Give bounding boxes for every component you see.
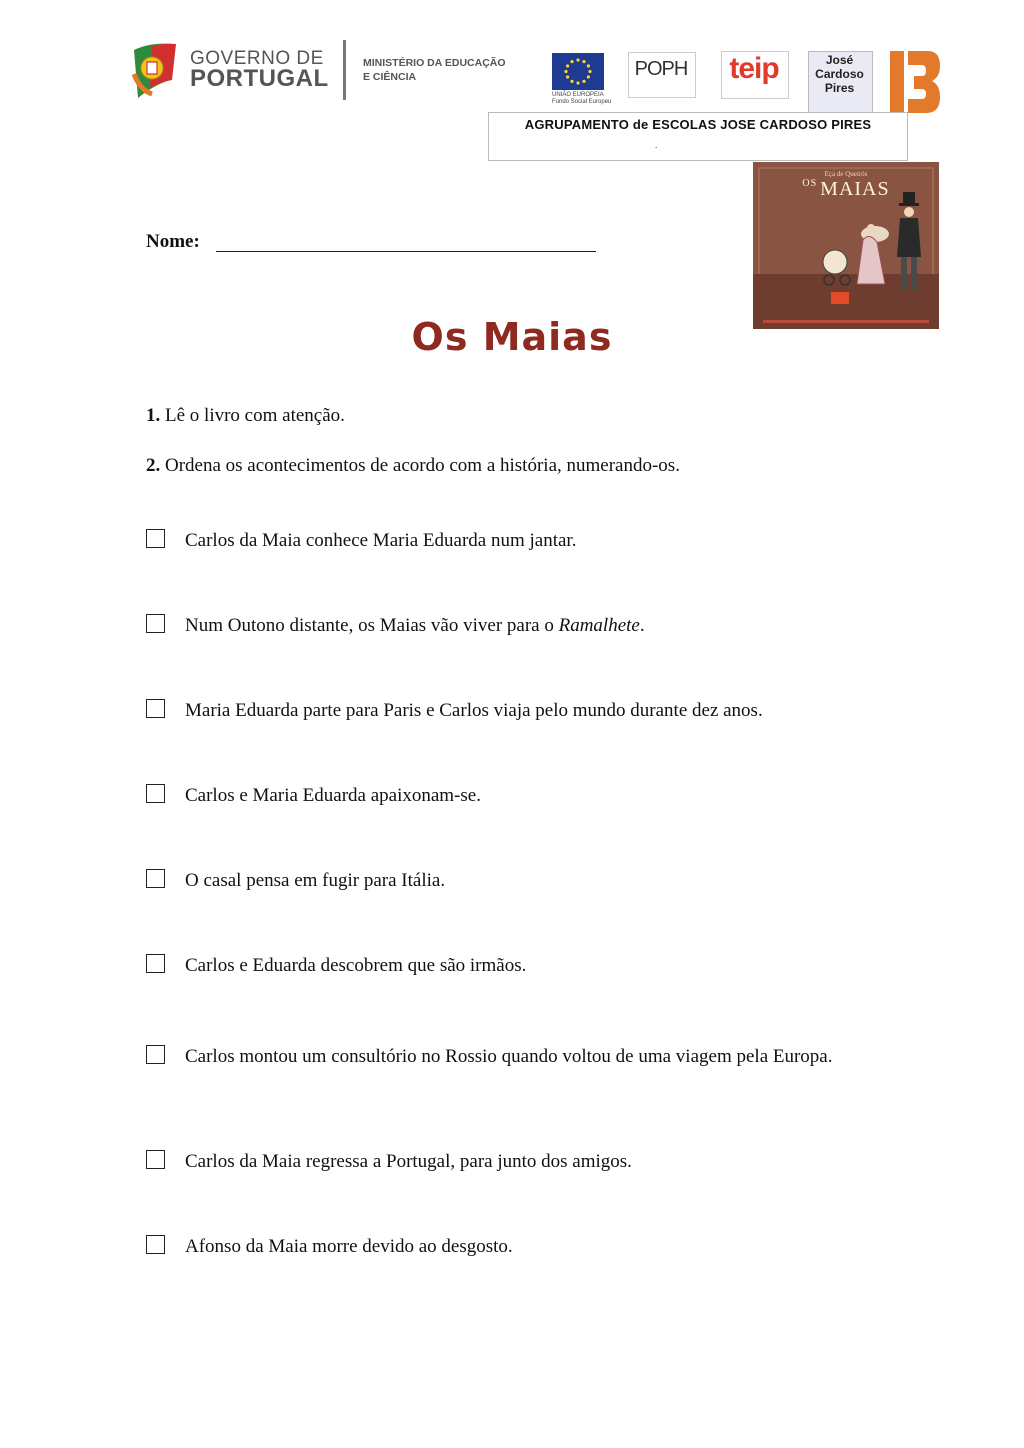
- event-checkbox[interactable]: [146, 699, 165, 718]
- event-checkbox[interactable]: [146, 1045, 165, 1064]
- event-text: Carlos e Eduarda descobrem que são irmãos.: [185, 955, 527, 976]
- event-text: O casal pensa em fugir para Itália.: [185, 870, 446, 891]
- event-checkbox[interactable]: [146, 1235, 165, 1254]
- event-text: [185, 615, 645, 636]
- event-item: [146, 784, 906, 808]
- cover-title-main: MAIAS: [820, 178, 890, 200]
- event-checkbox[interactable]: [146, 869, 165, 888]
- teip-logo-text: [721, 52, 787, 86]
- jcp-line-2: Cardoso: [815, 66, 864, 81]
- jcp-logo-text: [808, 54, 871, 95]
- cover-author: Eça de Queirós: [824, 170, 868, 178]
- event-item: [146, 1235, 906, 1259]
- event-text-after: .: [639, 615, 645, 636]
- event-item: [146, 614, 906, 638]
- event-item: [146, 529, 906, 553]
- event-text-before: Num Outono distante, os Maias vão viver para o: [185, 615, 559, 636]
- name-input-line[interactable]: [216, 251, 596, 252]
- poph-logo-text: POPH: [634, 58, 688, 80]
- instruction-2-number: 2.: [146, 455, 161, 476]
- government-wordmark: [190, 50, 329, 91]
- eu-caption: [552, 92, 611, 106]
- cover-title-os: OS: [802, 178, 818, 189]
- event-text-italic: Ramalhete: [558, 615, 640, 636]
- instruction-1: [146, 404, 345, 428]
- instruction-2-text: Ordena os acontecimentos de acordo com a história, numerando-os.: [160, 455, 680, 476]
- page-title: Os Maias: [411, 315, 613, 359]
- event-checkbox[interactable]: [146, 1150, 165, 1169]
- portugal-flag-logo: [130, 40, 180, 102]
- school-name: AGRUPAMENTO de ESCOLAS JOSE CARDOSO PIRES: [524, 117, 872, 132]
- eu-caption-line-1: UNIÃO EUROPEIA: [552, 92, 604, 98]
- eu-flag-logo: [552, 53, 604, 90]
- event-text: Carlos e Maria Eduarda apaixonam-se.: [185, 785, 481, 806]
- instruction-2: [146, 454, 680, 478]
- instruction-1-number: 1.: [146, 405, 161, 426]
- jcp-line-3: Pires: [824, 80, 855, 95]
- cover-title: [753, 178, 939, 201]
- event-text: Carlos da Maia conhece Maria Eduarda num jantar.: [185, 530, 577, 551]
- event-item: [146, 1150, 906, 1174]
- event-item: [146, 954, 906, 978]
- name-label: Nome:: [146, 231, 200, 252]
- teip-letters: teip: [729, 52, 779, 85]
- event-text: Afonso da Maia morre devido ao desgosto.: [185, 1236, 513, 1257]
- event-text: Carlos da Maia regressa a Portugal, para junto dos amigos.: [185, 1151, 632, 1172]
- school-dot: .: [655, 140, 658, 150]
- event-text: Maria Eduarda parte para Paris e Carlos viaja pelo mundo durante dez anos.: [185, 700, 763, 721]
- b3-logo: [890, 51, 940, 113]
- event-text: Carlos montou um consultório no Rossio quando voltou de uma viagem pela Europa.: [185, 1046, 833, 1067]
- eu-stars-icon: [552, 53, 604, 90]
- ministry-label: [363, 56, 506, 84]
- event-item: [146, 869, 906, 893]
- jcp-line-1: José: [825, 53, 854, 67]
- ministry-line-2: E CIÊNCIA: [363, 71, 417, 84]
- gov-line-1: GOVERNO DE: [190, 48, 324, 69]
- gov-line-2: PORTUGAL: [190, 65, 329, 93]
- event-checkbox[interactable]: [146, 614, 165, 633]
- header-divider: [343, 40, 346, 100]
- event-checkbox[interactable]: [146, 954, 165, 973]
- ministry-line-1: MINISTÉRIO DA EDUCAÇÃO: [363, 57, 506, 69]
- book-cover-image: [753, 162, 939, 329]
- event-checkbox[interactable]: [146, 529, 165, 548]
- event-item: [146, 1039, 906, 1074]
- instruction-1-text: Lê o livro com atenção.: [160, 405, 345, 426]
- event-checkbox[interactable]: [146, 784, 165, 803]
- event-item: [146, 699, 906, 723]
- eu-caption-line-2: Fundo Social Europeu: [552, 99, 612, 106]
